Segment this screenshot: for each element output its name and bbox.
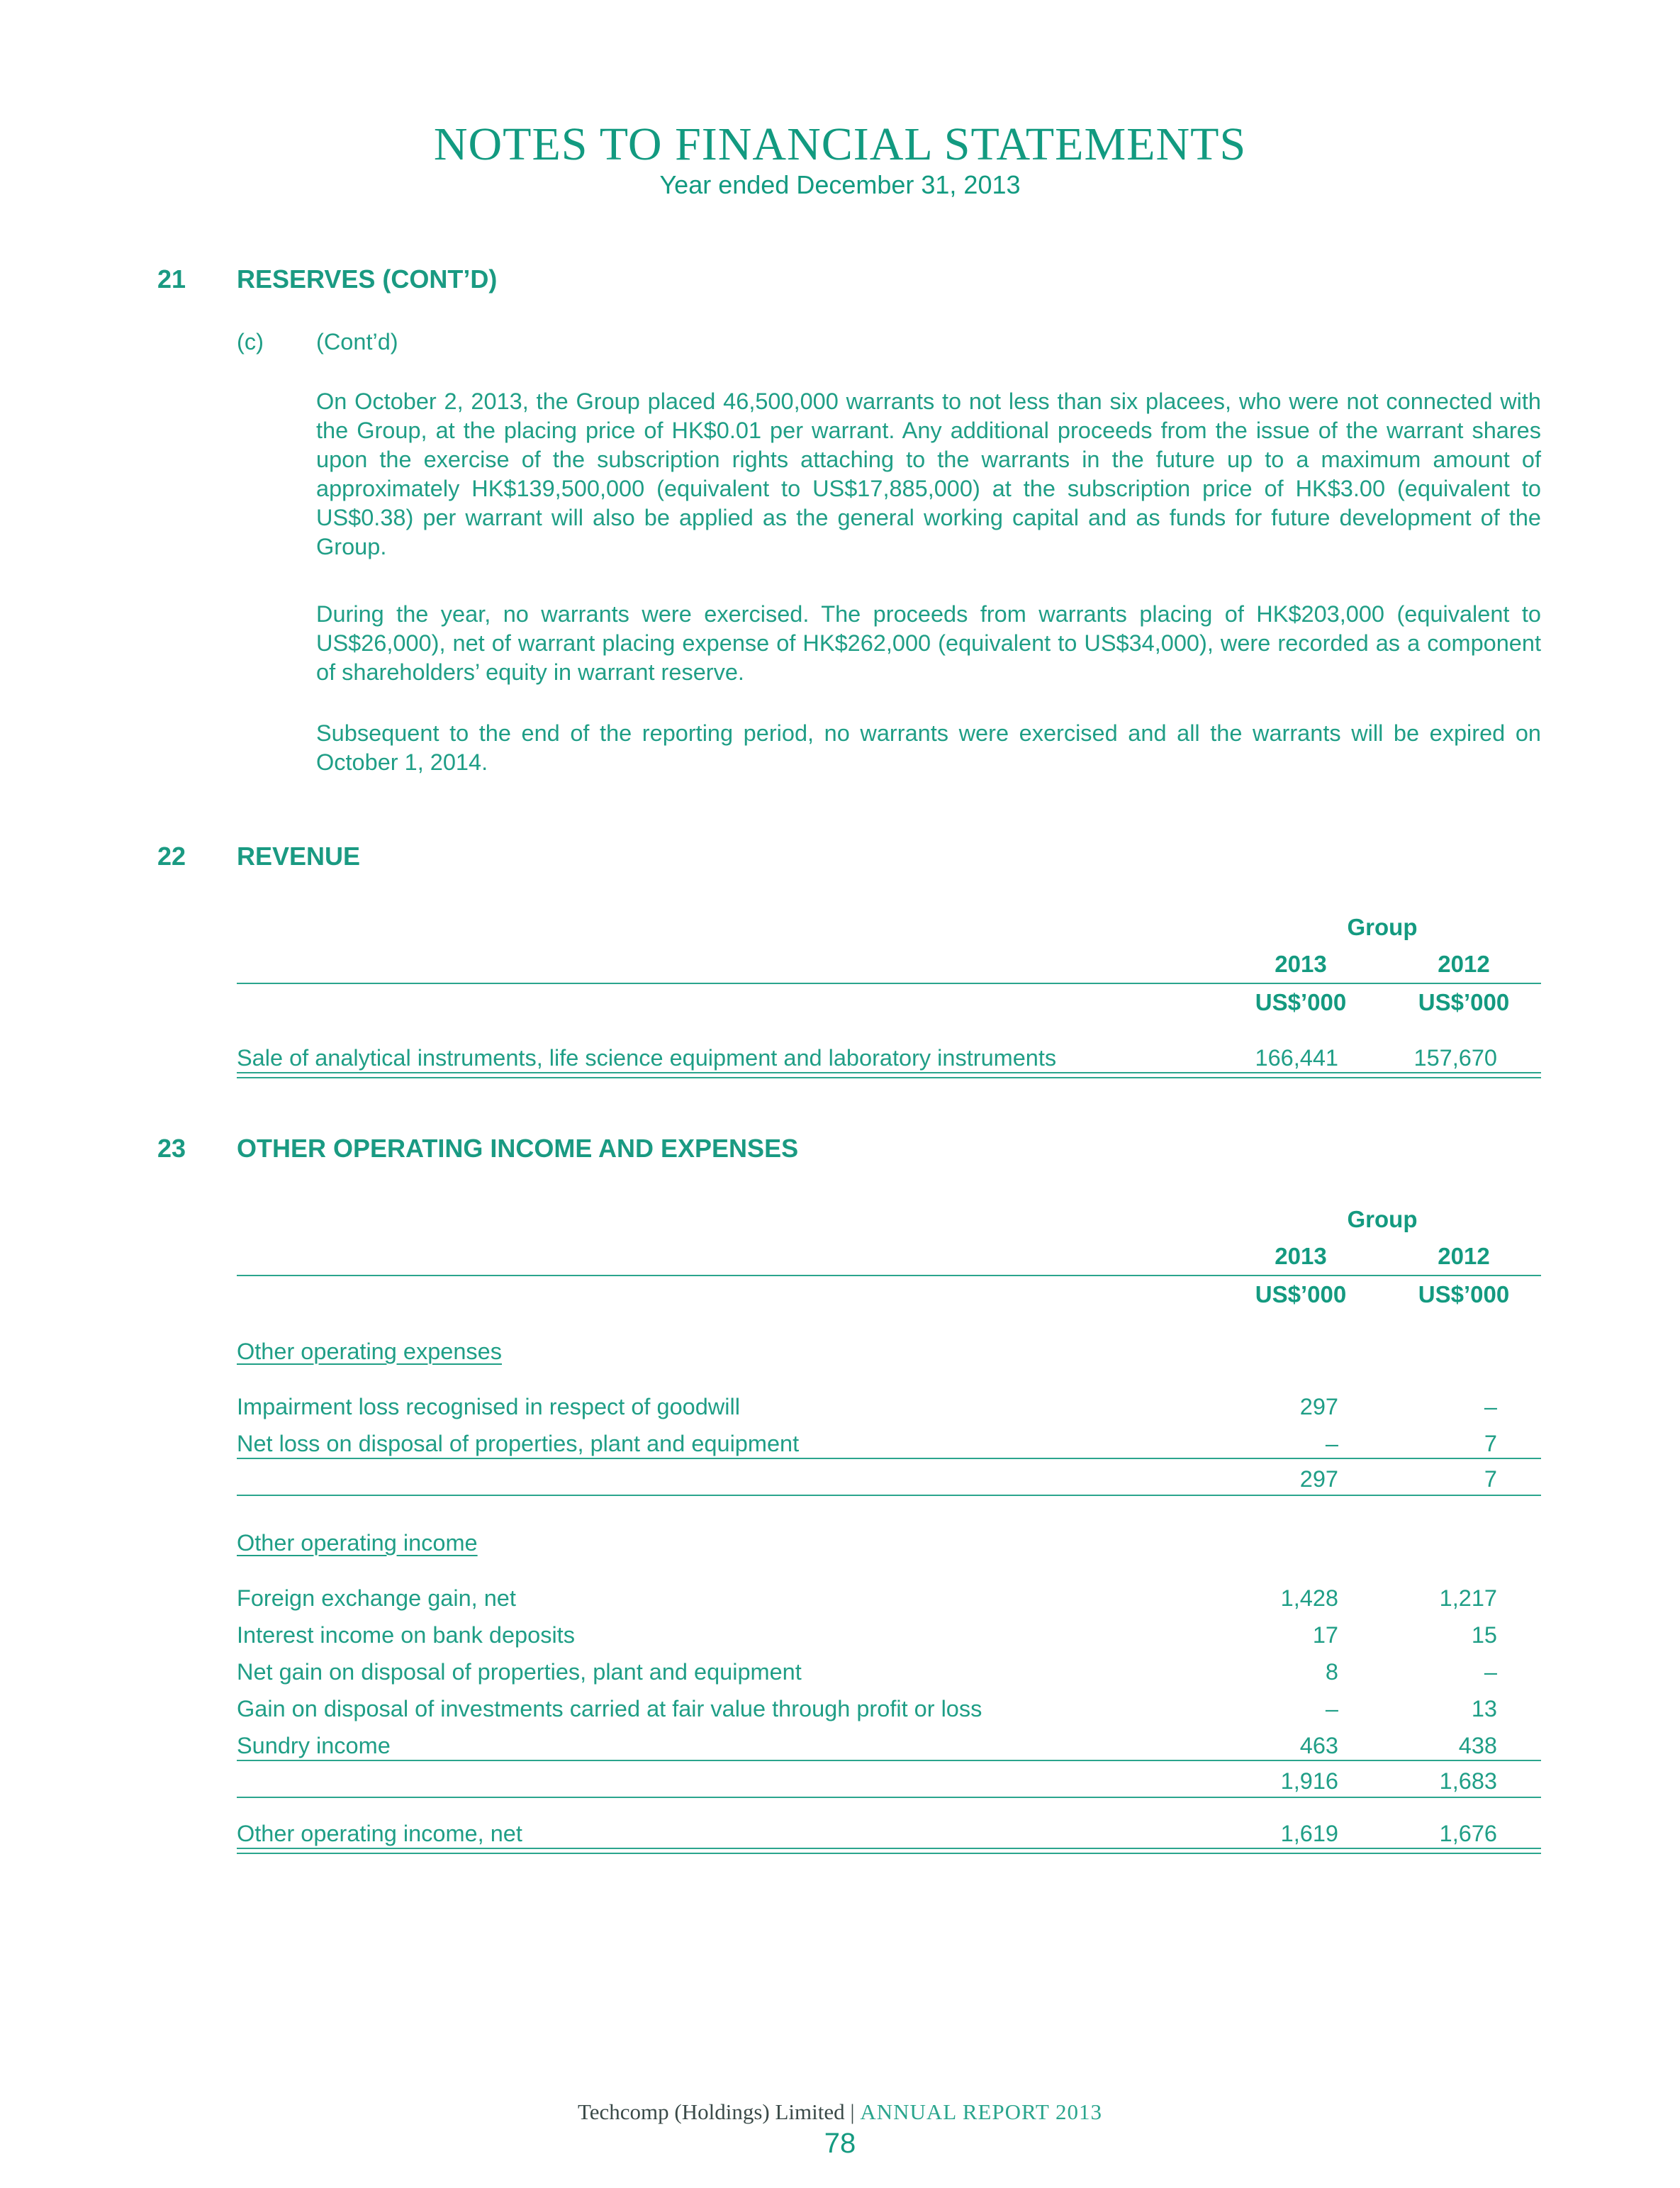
- section-21-paragraph-2: During the year, no warrants were exercised. The proceeds from warrants placing of HK$203,000 (equivalent to US$26,000), net of warrant placing expense of HK$262,000 (equivalent to US$34,000), were recorded as a component of shareholders’ equity in warrant reserve.: [316, 601, 1541, 685]
- footer-company: Techcomp (Holdings) Limited: [577, 2099, 845, 2124]
- income-row-2012: 13: [1471, 1696, 1497, 1721]
- income-heading: Other operating income: [237, 1530, 478, 1556]
- other-unit-2012: US$’000: [1418, 1281, 1510, 1307]
- net-row-label: Other operating income, net: [237, 1821, 522, 1846]
- other-year-2013: 2013: [1275, 1243, 1327, 1269]
- income-row-label: Net gain on disposal of properties, plant and equipment: [237, 1659, 802, 1685]
- income-row-2012: 15: [1471, 1622, 1497, 1648]
- page-subtitle: Year ended December 31, 2013: [659, 170, 1021, 199]
- expenses-subtotal-rule: [237, 1458, 1541, 1459]
- expense-row-2013: 297: [1299, 1394, 1338, 1419]
- expenses-total-2012: 7: [1484, 1466, 1497, 1492]
- income-row-label: Sundry income: [237, 1733, 391, 1758]
- expense-row-2013: –: [1325, 1431, 1338, 1456]
- revenue-unit-2012: US$’000: [1418, 989, 1510, 1015]
- income-row-2013: 8: [1325, 1659, 1338, 1685]
- section-23-title: OTHER OPERATING INCOME AND EXPENSES: [237, 1134, 799, 1163]
- income-row-2013: 17: [1312, 1622, 1338, 1648]
- expense-row-label: Impairment loss recognised in respect of goodwill: [237, 1394, 740, 1419]
- other-year-2012: 2012: [1438, 1243, 1490, 1269]
- section-22-number: 22: [157, 842, 186, 871]
- income-row-2012: 438: [1458, 1733, 1497, 1758]
- expenses-heading: Other operating expenses: [237, 1339, 502, 1364]
- net-row-2012: 1,676: [1439, 1821, 1497, 1846]
- income-row-2013: 1,428: [1280, 1585, 1338, 1611]
- income-row-label: Foreign exchange gain, net: [237, 1585, 516, 1611]
- revenue-row-label: Sale of analytical instruments, life science equipment and laboratory instruments: [237, 1045, 1057, 1071]
- section-21-paragraph-3: Subsequent to the end of the reporting period, no warrants were exercised and all the warrants will be expired on October 1, 2014.: [316, 720, 1541, 775]
- revenue-total-rule-top: [237, 1072, 1541, 1073]
- section-23-number: 23: [157, 1134, 186, 1163]
- section-22-title: REVENUE: [237, 842, 361, 871]
- income-total-2012: 1,683: [1439, 1768, 1497, 1794]
- expense-row-2012: 7: [1484, 1431, 1497, 1456]
- net-row-2013: 1,619: [1280, 1821, 1338, 1846]
- section-21-title: RESERVES (CONT’D): [237, 264, 498, 294]
- section-21-number: 21: [157, 264, 186, 294]
- revenue-header-rule: [237, 983, 1541, 984]
- income-row-label: Interest income on bank deposits: [237, 1622, 575, 1648]
- income-row-2013: –: [1325, 1696, 1338, 1721]
- section-21-paragraph-1: On October 2, 2013, the Group placed 46,500,000 warrants to not less than six placees, who were not connected with the Group, at the placing price of HK$0.01 per warrant. Any additional proceeds from the issue of the warrant shares upon the exercise of the subscription rights attaching to the warrants in the future up to a maximum amount of approximately HK$139,500,000 (equivalent to US$17,885,000) at the subscription price of HK$3.00 (equivalent to US$0.38) per warrant will also be applied as the general working capital and as funds for future development of the Group.: [316, 389, 1541, 559]
- expenses-total-rule: [237, 1495, 1541, 1496]
- expense-row-label: Net loss on disposal of properties, plant and equipment: [237, 1431, 800, 1456]
- revenue-unit-2013: US$’000: [1255, 989, 1347, 1015]
- income-total-2013: 1,916: [1280, 1768, 1338, 1794]
- income-subtotal-rule: [237, 1760, 1541, 1761]
- expense-row-2012: –: [1484, 1394, 1497, 1419]
- other-unit-2013: US$’000: [1255, 1281, 1347, 1307]
- revenue-year-2012: 2012: [1438, 951, 1490, 977]
- section-21-sub-title: (Cont’d): [316, 329, 398, 355]
- net-total-rule-bottom: [237, 1853, 1541, 1854]
- other-header-rule: [237, 1275, 1541, 1276]
- revenue-row-2013: 166,441: [1255, 1045, 1338, 1071]
- revenue-row-2012: 157,670: [1413, 1045, 1497, 1071]
- income-total-rule: [237, 1797, 1541, 1798]
- footer: [0, 2099, 1680, 2126]
- income-row-2013: 463: [1299, 1733, 1338, 1758]
- revenue-group-header: Group: [1347, 914, 1418, 940]
- expenses-total-2013: 297: [1299, 1466, 1338, 1492]
- revenue-year-2013: 2013: [1275, 951, 1327, 977]
- footer-report: ANNUAL REPORT 2013: [860, 2099, 1102, 2124]
- net-total-rule-top: [237, 1848, 1541, 1849]
- income-row-2012: 1,217: [1439, 1585, 1497, 1611]
- income-row-2012: –: [1484, 1659, 1497, 1685]
- other-group-header: Group: [1347, 1206, 1418, 1232]
- page-number: 78: [824, 2128, 856, 2159]
- revenue-total-rule-bottom: [237, 1077, 1541, 1078]
- footer-separator: |: [850, 2099, 855, 2124]
- page-title: NOTES TO FINANCIAL STATEMENTS: [433, 118, 1247, 170]
- section-21-sub-label: (c): [237, 329, 264, 355]
- income-row-label: Gain on disposal of investments carried at fair value through profit or loss: [237, 1696, 982, 1721]
